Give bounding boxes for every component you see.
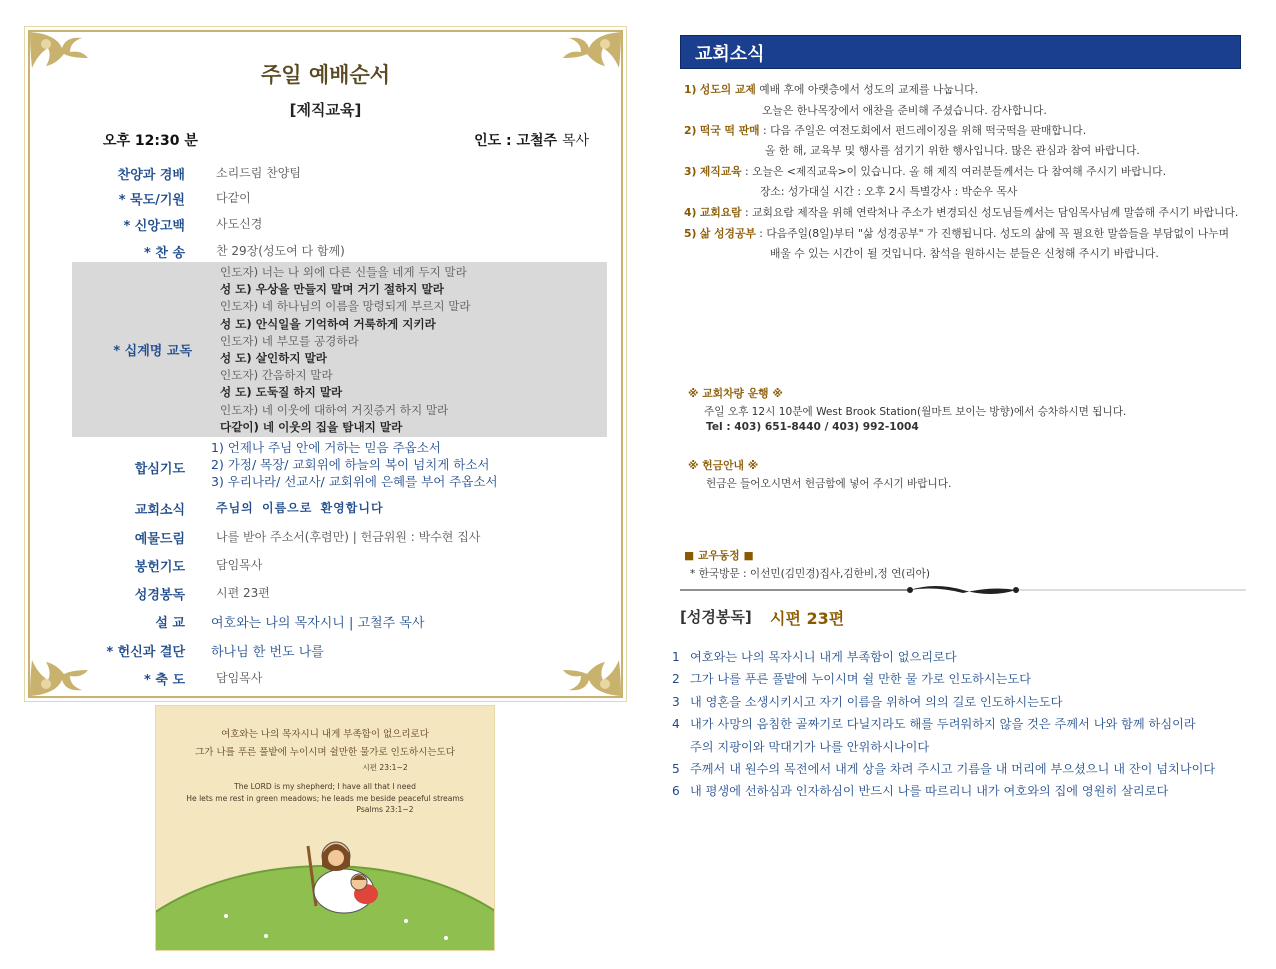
illustration-ko-line: 여호와는 나의 목자시니 내게 부족함이 없으리로다 — [221, 729, 429, 740]
commandment-line: 인도자) 네 부모를 공경하라 — [220, 333, 359, 348]
verse-number: 3 — [672, 695, 680, 709]
order-item-value: 담임목사 — [216, 671, 263, 685]
offering-guide-title: ※ 헌금안내 ※ — [688, 459, 759, 472]
news-continuation: 올 한 해, 교육부 및 행사를 섬기기 위한 행사입니다. 많은 관심과 참여 바랍니다. — [765, 144, 1140, 157]
prayer-list — [211, 439, 498, 490]
worship-order-panel — [28, 30, 623, 698]
news-num: 3) — [684, 165, 697, 178]
order-item-label: * 묵도/기원 — [118, 193, 185, 208]
news-num: 2) — [684, 124, 697, 137]
news-key: 제직교육 — [699, 165, 742, 178]
order-item-value: 담임목사 — [216, 558, 263, 572]
order-item-label: 교회소식 — [134, 503, 185, 518]
order-item-value: 찬 29장(성도여 다 함께) — [216, 244, 345, 258]
news-text: : 오늘은 <제직교육>이 있습니다. 올 해 제직 여러분들께서는 다 참여해 주시기 바랍니다. — [741, 165, 1166, 178]
car-service-phone: Tel : 403) 651-8440 / 403) 992-1004 — [706, 421, 919, 433]
order-item-label: * 축 도 — [144, 673, 185, 688]
news-item — [684, 82, 978, 97]
commandment-line: 인도자) 네 하나님의 이름을 망령되게 부르지 말라 — [220, 299, 471, 314]
verse-line — [672, 648, 957, 665]
service-leader — [474, 130, 589, 150]
illustration-en-ref: Psalms 23:1~2 — [356, 805, 414, 814]
offering-guide-line: 헌금은 들어오시면서 헌금함에 넣어 주시기 바랍니다. — [706, 478, 952, 490]
order-item-value: 사도신경 — [216, 217, 263, 231]
ornamental-divider-icon — [680, 582, 1246, 598]
order-item-label: 찬양과 경배 — [117, 168, 185, 183]
ornament-corner-icon — [555, 640, 625, 700]
order-subtitle: [제직교육] — [289, 101, 362, 119]
verse-number: 5 — [672, 762, 680, 776]
order-item-label: * 헌신과 결단 — [106, 645, 185, 660]
service-time: 오후 12:30 분 — [103, 133, 198, 149]
news-header: 교회소식 — [680, 35, 1241, 69]
news-text: : 교회요람 제작을 위해 연락처나 주소가 변경되신 성도님들께서는 담임목사님께 말씀해 주시기 바랍니다. — [741, 206, 1239, 219]
order-item-label: * 찬 송 — [144, 246, 185, 261]
leader-name: 인도 : 고철주 — [474, 133, 558, 149]
illustration-en-line: The LORD is my shepherd; I have all that I need — [234, 782, 416, 791]
verse-line — [672, 693, 1062, 710]
shepherd-hill-icon — [156, 706, 495, 951]
order-item-label: 성경봉독 — [134, 588, 185, 603]
verse-text: 주의 지팡이와 막대기가 나를 안위하시나이다 — [690, 740, 930, 754]
car-service-line: 주일 오후 12시 10분에 West Brook Station(월마트 보이는 방향)에서 승차하시면 됩니다. — [704, 406, 1127, 418]
commandment-line: 성 도) 우상을 만들지 말며 거기 절하지 말라 — [220, 282, 444, 297]
commandment-line: 다같이) 네 이웃의 집을 탐내지 말라 — [220, 419, 403, 434]
commandment-line: 인도자) 너는 나 외에 다른 신들을 네게 두지 말라 — [220, 265, 467, 279]
order-item-value: 다같이 — [216, 191, 251, 205]
news-key: 떡국 떡 판매 — [699, 124, 760, 137]
news-num: 5) — [684, 227, 697, 240]
commandment-line: 성 도) 도둑질 하지 말라 — [220, 385, 343, 400]
commandments-box — [72, 262, 607, 437]
car-service-title: ※ 교회차량 운행 ※ — [688, 387, 783, 400]
order-item-value: 여호와는 나의 목자시니 | 고철주 목사 — [211, 616, 425, 631]
verse-line — [672, 760, 1215, 777]
leader-title: 목사 — [561, 133, 589, 149]
prayer-label: 합심기도 — [134, 462, 185, 477]
verse-text: 내 평생에 선하심과 인자하심이 반드시 나를 따르리니 내가 여호와의 집에 영원히 살리로다 — [690, 784, 1169, 798]
news-continuation: 배울 수 있는 시간이 될 것입니다. 참석을 원하시는 분들은 신청해 주시기 바랍니다. — [770, 247, 1159, 260]
verse-text: 그가 나를 푸른 풀밭에 누이시며 쉴 만한 물 가로 인도하시는도다 — [690, 672, 1031, 686]
order-item-value: 소리드림 찬양팀 — [216, 166, 301, 180]
commandment-line: 성 도) 살인하지 말라 — [220, 351, 328, 366]
commandment-line: 성 도) 안식일을 기억하여 거룩하게 지키라 — [220, 316, 436, 331]
news-key: 성도의 교제 — [699, 83, 756, 96]
members-news-title: ■ 교우동정 ■ — [684, 549, 754, 562]
news-continuation: 오늘은 한나목장에서 애찬을 준비해 주셨습니다. 감사합니다. — [762, 104, 1047, 117]
order-title: 주일 예배순서 — [260, 63, 391, 87]
commandment-line: 인도자) 네 이웃에 대하여 거짓증거 하지 말라 — [220, 402, 449, 417]
verse-line — [672, 715, 1196, 732]
illustration-en-line: He lets me rest in green meadows; he leads me beside peaceful streams — [186, 794, 464, 803]
news-num: 4) — [684, 206, 697, 219]
order-item-value: 주님의 이름으로 환영합니다 — [216, 501, 384, 515]
verse-line — [672, 738, 929, 755]
commandments-list — [220, 264, 471, 436]
order-item-value: 나를 받아 주소서(후렴만) | 헌금위원 : 박수현 집사 — [216, 530, 481, 544]
verse-text: 내가 사망의 음침한 골짜기로 다닐지라도 해를 두려워하지 않을 것은 주께서 나와 함께 하심이라 — [690, 717, 1196, 731]
commandment-line: 인도자) 간음하지 말라 — [220, 368, 333, 383]
verse-text: 여호와는 나의 목자시니 내게 부족함이 없으리로다 — [690, 650, 957, 664]
commandments-label: * 십계명 교독 — [113, 344, 192, 359]
news-text: 예배 후에 아랫층에서 성도의 교제를 나눕니다. — [755, 83, 979, 96]
prayer-line: 3) 우리나라/ 선교사/ 교회위에 은혜를 부어 주옵소서 — [211, 474, 498, 489]
order-item-label: 설 교 — [155, 616, 185, 631]
order-item-value: 시편 23편 — [216, 586, 270, 600]
news-item — [684, 164, 1166, 179]
verse-line — [672, 782, 1168, 799]
news-item — [684, 205, 1238, 220]
reading-title: 시편 23편 — [770, 609, 845, 628]
order-item-label: 봉헌기도 — [134, 560, 185, 575]
prayer-line: 1) 언제나 주님 안에 거하는 믿음 주옵소서 — [211, 440, 441, 455]
verse-number: 6 — [672, 784, 680, 798]
ornament-corner-icon — [26, 640, 96, 700]
reading-label: [성경봉독] — [680, 608, 752, 626]
members-news-line: * 한국방문 : 이선민(김민경)집사,김한비,정 연(리아) — [690, 568, 931, 580]
order-item-value: 하나님 한 번도 나를 — [211, 645, 324, 660]
order-item-label: 예물드림 — [134, 532, 185, 547]
news-item — [684, 123, 1086, 138]
verse-number: 1 — [672, 650, 680, 664]
illustration-ko-line: 그가 나를 푸른 풀밭에 누이시며 쉴만한 물가로 인도하시는도다 — [195, 747, 455, 758]
order-item-label: * 신앙고백 — [123, 219, 185, 234]
verse-number: 2 — [672, 672, 680, 686]
prayer-line: 2) 가정/ 목장/ 교회위에 하늘의 복이 넘치게 하소서 — [211, 457, 490, 472]
news-text: : 다음주일(8일)부터 "삶 성경공부" 가 진행됩니다. 성도의 삶에 꼭 필요한 말씀들을 부담없이 나누며 — [755, 227, 1230, 240]
news-item — [684, 226, 1229, 241]
verse-text: 내 영혼을 소생시키시고 자기 이름을 위하여 의의 길로 인도하시는도다 — [690, 695, 1063, 709]
news-text: : 다음 주일은 여전도회에서 펀드레이징을 위해 떡국떡을 판매합니다. — [759, 124, 1087, 137]
news-continuation: 장소: 성가대실 시간 : 오후 2시 특별강사 : 박순우 목사 — [760, 185, 1018, 198]
news-key: 교회요람 — [699, 206, 742, 219]
verse-number: 4 — [672, 717, 680, 731]
psalm-illustration — [155, 705, 495, 951]
illustration-ko-ref: 시편 23:1~2 — [362, 763, 408, 772]
news-key: 삶 성경공부 — [699, 227, 756, 240]
verse-text: 주께서 내 원수의 목전에서 내게 상을 차려 주시고 기름을 내 머리에 부으셨으니 내 잔이 넘치나이다 — [690, 762, 1216, 776]
news-num: 1) — [684, 83, 697, 96]
verse-line — [672, 670, 1031, 687]
